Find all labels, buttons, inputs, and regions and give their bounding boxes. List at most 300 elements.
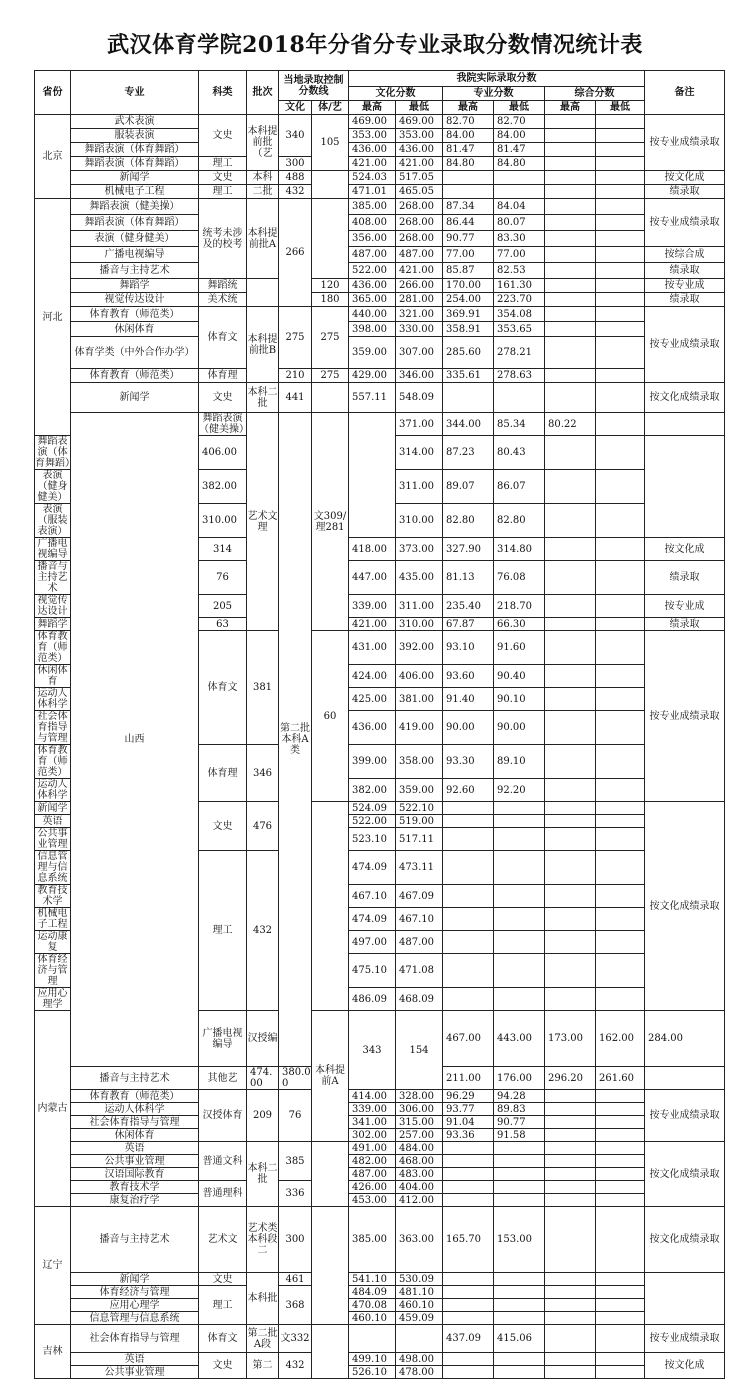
cell-combined-low <box>596 369 645 383</box>
cell-major-high <box>443 988 494 1011</box>
cell-major: 教育技术学 <box>35 885 71 908</box>
cell-major: 表演（健身健美） <box>35 470 71 504</box>
cell-major: 英语 <box>35 815 71 828</box>
cell-culture-high: 408.00 <box>349 215 396 231</box>
cell-major-low: 66.30 <box>494 618 545 631</box>
cell-major-high <box>443 1194 494 1207</box>
cell-combined-high <box>545 688 596 711</box>
cell-combined-low <box>596 1168 645 1181</box>
cell-culture-low: 268.00 <box>396 215 443 231</box>
cell-culture-high: 310.00 <box>199 504 247 538</box>
table-row <box>35 307 725 322</box>
cell-major-low: 278.63 <box>494 369 545 383</box>
cell-culture-high: 436.00 <box>349 143 396 157</box>
cell-major-high <box>443 828 494 851</box>
cell-culture-low: 522.10 <box>396 802 443 815</box>
cell-major: 运动人体科学 <box>35 688 71 711</box>
cell-combined-low <box>596 885 645 908</box>
cell-culture-line: 441 <box>279 383 312 413</box>
cell-culture-high: 499.10 <box>349 1353 396 1366</box>
cell-combined-high <box>545 436 596 470</box>
cell-culture-high: 406.00 <box>199 436 247 470</box>
header-batch: 批次 <box>247 71 279 115</box>
cell-culture-low: 483.00 <box>396 1168 443 1181</box>
cell-major: 信息管理与信息系统 <box>71 1312 199 1325</box>
table-row <box>35 115 725 129</box>
cell-combined-low <box>596 1366 645 1379</box>
cell-major-high <box>443 1353 494 1366</box>
cell-culture-line: 300 <box>279 157 312 171</box>
cell-combined-high <box>545 931 596 954</box>
cell-combined-high <box>545 851 596 885</box>
cell-culture-line: 340 <box>279 115 312 157</box>
cell-combined-high <box>545 954 596 988</box>
cell-culture-low: 346.00 <box>396 369 443 383</box>
cell-combined-low <box>596 185 645 199</box>
cell-combined-high <box>545 369 596 383</box>
cell-category: 艺术文理 <box>247 413 279 631</box>
table-row <box>35 293 725 307</box>
cell-major-high <box>443 383 494 413</box>
cell-remark: 绩录取 <box>645 561 725 595</box>
cell-combined-high <box>545 885 596 908</box>
cell-major: 舞蹈学 <box>35 618 71 631</box>
cell-culture-low: 467.10 <box>396 908 443 931</box>
cell-remark: 绩录取 <box>645 293 725 307</box>
cell-combined-low <box>596 129 645 143</box>
cell-major-low: 153.00 <box>494 1207 545 1273</box>
table-row <box>35 171 725 185</box>
cell-province: 北京 <box>35 115 71 199</box>
cell-major-low <box>494 1312 545 1325</box>
cell-major: 公共事业管理 <box>35 828 71 851</box>
cell-major: 康复治疗学 <box>71 1194 199 1207</box>
cell-category: 普通文科 <box>199 1142 247 1181</box>
cell-culture-low: 344.00 <box>443 413 494 436</box>
cell-major: 机械电子工程 <box>35 908 71 931</box>
cell-major: 社会体育指导与管理 <box>71 1325 199 1353</box>
cell-combined-low <box>596 815 645 828</box>
cell-major-low <box>494 931 545 954</box>
cell-combined-low <box>596 802 645 815</box>
cell-combined-low <box>596 1181 645 1194</box>
cell-culture-line: 368 <box>279 1286 312 1325</box>
cell-major-low: 80.43 <box>494 436 545 470</box>
cell-combined-low <box>596 711 645 745</box>
cell-major-high <box>443 1142 494 1155</box>
cell-culture-high: 484.09 <box>349 1286 396 1299</box>
cell-culture-high: 424.00 <box>349 665 396 688</box>
cell-combined-high <box>545 631 596 665</box>
cell-sport-art-line: 105 <box>312 115 349 171</box>
cell-major-low: 90.00 <box>494 711 545 745</box>
cell-major-low <box>494 885 545 908</box>
cell-batch: 本科提前批B <box>247 307 279 383</box>
cell-culture-high: 440.00 <box>349 307 396 322</box>
cell-major-high <box>443 1168 494 1181</box>
cell-combined-low <box>596 337 645 369</box>
cell-remark: 按专业成绩录取 <box>645 1090 725 1142</box>
cell-combined-low <box>596 115 645 129</box>
cell-batch: 本科 <box>247 171 279 185</box>
cell-culture-low: 468.09 <box>396 988 443 1011</box>
cell-category: 理工 <box>199 1286 247 1325</box>
cell-major-high: 84.00 <box>443 129 494 143</box>
table-row <box>35 1366 725 1379</box>
cell-combined-low <box>645 413 725 436</box>
table-row <box>35 199 725 215</box>
cell-culture-low: 321.00 <box>396 307 443 322</box>
cell-batch: 第二批本科A类 <box>279 413 312 1067</box>
cell-major: 武术表演 <box>71 115 199 129</box>
cell-category: 舞蹈统 <box>199 279 247 293</box>
cell-combined-high <box>545 129 596 143</box>
table-row <box>35 1299 725 1312</box>
cell-category: 文史 <box>199 383 247 413</box>
cell-major-low <box>494 1194 545 1207</box>
cell-combined-low <box>596 1116 645 1129</box>
cell-combined-high <box>545 157 596 171</box>
cell-major-high <box>443 1312 494 1325</box>
cell-combined-high <box>545 1168 596 1181</box>
cell-major-low <box>494 908 545 931</box>
cell-culture-line: 文309/理281 <box>312 413 349 631</box>
cell-combined-low <box>596 307 645 322</box>
cell-major: 广播电视编导 <box>35 538 71 561</box>
cell-culture-line: 300 <box>279 1207 312 1273</box>
cell-major: 视觉传达设计 <box>71 293 199 307</box>
cell-remark: 按专业成 <box>645 279 725 293</box>
cell-major: 新闻学 <box>35 802 71 815</box>
cell-major: 体育教育（师范类） <box>71 369 199 383</box>
cell-culture-high: 467.10 <box>349 885 396 908</box>
cell-major: 信息管理与信息系统 <box>35 851 71 885</box>
cell-culture-low: 443.00 <box>494 1011 545 1067</box>
cell-combined-low <box>596 143 645 157</box>
cell-major-high: 93.60 <box>443 665 494 688</box>
cell-combined-high <box>545 1325 596 1353</box>
cell-culture-low: 315.00 <box>396 1116 443 1129</box>
cell-culture-line: 476 <box>247 802 279 851</box>
cell-combined-low <box>596 1194 645 1207</box>
cell-major-high <box>443 1155 494 1168</box>
cell-major-high <box>443 1299 494 1312</box>
cell-major-high: 369.91 <box>443 307 494 322</box>
cell-culture-low: 266.00 <box>396 279 443 293</box>
cell-culture-low: 459.09 <box>396 1312 443 1325</box>
cell-category: 艺术文 <box>199 1207 247 1273</box>
cell-combined-high <box>545 1286 596 1299</box>
cell-combined-high <box>545 1116 596 1129</box>
cell-major: 体育学类（中外合作办学） <box>71 337 199 369</box>
cell-major: 播音与主持艺术 <box>35 561 71 595</box>
cell-major: 舞蹈学 <box>71 279 199 293</box>
cell-major: 体育教育（师范类） <box>35 745 71 779</box>
cell-culture-high: 453.00 <box>349 1194 396 1207</box>
cell-major-low: 82.80 <box>494 504 545 538</box>
cell-major-high: 85.87 <box>443 263 494 279</box>
cell-major-low <box>494 185 545 199</box>
cell-major-high: 86.44 <box>443 215 494 231</box>
cell-combined-low <box>596 954 645 988</box>
table-row <box>35 215 725 231</box>
cell-sport-art-line <box>312 1142 349 1207</box>
cell-combined-low <box>596 263 645 279</box>
cell-culture-low: 380.00 <box>279 1067 312 1090</box>
cell-combined-high <box>545 1273 596 1286</box>
table-row <box>35 322 725 337</box>
cell-culture-low: 359.00 <box>396 779 443 802</box>
cell-major: 运动人体科学 <box>35 779 71 802</box>
cell-major: 广播电视编导 <box>199 1011 247 1067</box>
cell-combined-low <box>596 383 645 413</box>
cell-culture-low: 307.00 <box>396 337 443 369</box>
header-major-high: 最高 <box>443 101 494 115</box>
cell-major-low: 84.04 <box>494 199 545 215</box>
cell-combined-low <box>596 631 645 665</box>
cell-remark: 按专业成绩录取 <box>645 115 725 171</box>
cell-culture-low: 473.11 <box>396 851 443 885</box>
cell-combined-low <box>596 293 645 307</box>
table-row <box>35 1194 725 1207</box>
cell-major-low: 80.22 <box>545 413 596 436</box>
cell-major: 舞蹈表演（体育舞蹈） <box>71 143 199 157</box>
cell-major-low <box>494 171 545 185</box>
table-row <box>35 1325 725 1353</box>
cell-major-low <box>494 1299 545 1312</box>
cell-sport-art-line <box>312 802 349 1011</box>
cell-culture-high: 474.09 <box>349 908 396 931</box>
cell-culture-high: 487.00 <box>349 1168 396 1181</box>
cell-remark: 按文化成绩录取 <box>645 1142 725 1207</box>
cell-culture-low: 467.09 <box>396 885 443 908</box>
cell-major-high: 84.80 <box>443 157 494 171</box>
cell-major: 公共事业管理 <box>71 1155 199 1168</box>
cell-major-low: 81.47 <box>494 143 545 157</box>
cell-combined-high <box>545 1353 596 1366</box>
cell-major: 舞蹈表演（体育舞蹈） <box>71 215 199 231</box>
cell-major-high: 91.04 <box>443 1116 494 1129</box>
cell-major: 休闲体育 <box>71 1129 199 1142</box>
cell-culture-low: 419.00 <box>396 711 443 745</box>
cell-culture-high: 382.00 <box>349 779 396 802</box>
cell-combined-low <box>596 1142 645 1155</box>
cell-major-high: 92.60 <box>443 779 494 802</box>
cell-major-high: 77.00 <box>443 247 494 263</box>
cell-combined-low <box>596 851 645 885</box>
score-table <box>34 70 725 1379</box>
cell-major: 公共事业管理 <box>71 1366 199 1379</box>
cell-culture-line: 275 <box>279 307 312 369</box>
cell-combined-high <box>545 1090 596 1103</box>
cell-major: 播音与主持艺术 <box>71 1207 199 1273</box>
cell-culture-high: 522.00 <box>349 263 396 279</box>
cell-culture-low: 404.00 <box>396 1181 443 1194</box>
cell-combined-high <box>545 815 596 828</box>
cell-major-low: 77.00 <box>494 247 545 263</box>
cell-major-low: 84.00 <box>494 129 545 143</box>
cell-batch: 第二 <box>247 1353 279 1379</box>
cell-major-low <box>494 1353 545 1366</box>
table-row <box>35 1090 725 1103</box>
cell-combined-high <box>545 561 596 595</box>
table-row <box>35 1312 725 1325</box>
cell-major-low: 415.06 <box>494 1325 545 1353</box>
cell-category: 体育文 <box>199 1325 247 1353</box>
cell-culture-low: 548.09 <box>396 383 443 413</box>
cell-culture-high: 425.00 <box>349 688 396 711</box>
cell-culture-low: 353.00 <box>396 129 443 143</box>
cell-culture-low: 478.00 <box>396 1366 443 1379</box>
cell-culture-low: 268.00 <box>396 231 443 247</box>
header-culture-line: 文化 <box>279 101 312 115</box>
cell-major-high <box>443 1366 494 1379</box>
cell-culture-low: 392.00 <box>396 631 443 665</box>
cell-culture-line: 461 <box>279 1273 312 1286</box>
table-row <box>35 1103 725 1116</box>
cell-major-low: 76.08 <box>494 561 545 595</box>
cell-culture-high: 353.00 <box>349 129 396 143</box>
table-row <box>35 1273 725 1286</box>
cell-major-low: 223.70 <box>494 293 545 307</box>
cell-combined-low <box>596 1312 645 1325</box>
cell-category: 文史 <box>199 802 247 851</box>
header-combined-low: 最低 <box>596 101 645 115</box>
cell-combined-high <box>545 293 596 307</box>
cell-major-low: 89.10 <box>494 745 545 779</box>
cell-culture-high: 414.00 <box>349 1090 396 1103</box>
cell-major-high <box>443 1273 494 1286</box>
cell-major-low <box>494 1155 545 1168</box>
document-title: 武汉体育学院2018年分省分专业录取分数情况统计表 <box>107 32 643 58</box>
cell-major-high <box>443 954 494 988</box>
cell-category: 体育理 <box>199 369 247 383</box>
cell-culture-low: 281.00 <box>396 293 443 307</box>
cell-major-low <box>494 828 545 851</box>
cell-culture-high: 418.00 <box>349 538 396 561</box>
cell-culture-line: 343 <box>349 1011 396 1090</box>
cell-combined-high <box>545 988 596 1011</box>
header-remark: 备注 <box>645 71 725 115</box>
cell-remark: 按文化成 <box>645 171 725 185</box>
table-row <box>35 185 725 199</box>
cell-category: 文史 <box>199 171 247 185</box>
cell-culture-low: 406.00 <box>396 665 443 688</box>
cell-combined-high <box>545 231 596 247</box>
cell-remark: 绩录取 <box>645 618 725 631</box>
header-combined-high: 最高 <box>545 101 596 115</box>
cell-combined-low <box>596 1286 645 1299</box>
cell-culture-high: 447.00 <box>349 561 396 595</box>
cell-culture-high: 470.08 <box>349 1299 396 1312</box>
cell-combined-high <box>545 215 596 231</box>
cell-major-high: 67.87 <box>443 618 494 631</box>
cell-combined-high <box>545 307 596 322</box>
cell-culture-high: 431.00 <box>349 631 396 665</box>
cell-major: 休闲体育 <box>71 322 199 337</box>
header-sport-art-line: 体/艺 <box>312 101 349 115</box>
cell-combined-low <box>596 1299 645 1312</box>
cell-major-low <box>494 815 545 828</box>
cell-major-high: 82.70 <box>443 115 494 129</box>
cell-culture-low: 358.00 <box>396 745 443 779</box>
cell-combined-high: 284.00 <box>645 1011 725 1067</box>
cell-culture-low: 314.00 <box>396 436 443 470</box>
cell-major-high <box>443 171 494 185</box>
cell-province: 河北 <box>35 199 71 436</box>
cell-combined-low <box>596 1207 645 1273</box>
cell-sport-art-line: 205 <box>199 595 247 618</box>
cell-culture-high: 467.00 <box>443 1011 494 1067</box>
cell-major-low <box>494 954 545 988</box>
cell-combined-high <box>545 745 596 779</box>
cell-combined-high: 296.20 <box>545 1067 596 1090</box>
cell-major: 汉语国际教育 <box>71 1168 199 1181</box>
cell-culture-line: 346 <box>247 745 279 802</box>
cell-combined-high <box>545 1181 596 1194</box>
cell-combined-high <box>545 470 596 504</box>
cell-combined-low <box>596 988 645 1011</box>
cell-culture-high: 524.09 <box>349 802 396 815</box>
cell-culture-line: 209 <box>247 1090 279 1142</box>
cell-combined-low <box>596 436 645 470</box>
header-major-score: 专业分数 <box>443 87 545 101</box>
cell-combined-high <box>545 1103 596 1116</box>
cell-combined-high <box>545 383 596 413</box>
cell-major-low <box>494 1168 545 1181</box>
cell-culture-low: 257.00 <box>396 1129 443 1142</box>
cell-culture-line: 381 <box>247 631 279 745</box>
cell-sport-art-line: 63 <box>199 618 247 631</box>
cell-major: 机械电子工程 <box>71 185 199 199</box>
cell-major-high: 82.80 <box>443 504 494 538</box>
cell-combined-low <box>596 231 645 247</box>
cell-major-low: 84.80 <box>494 157 545 171</box>
cell-major-low: 90.10 <box>494 688 545 711</box>
cell-culture-low: 465.05 <box>396 185 443 199</box>
cell-major-low <box>494 1366 545 1379</box>
header-combined-score: 综合分数 <box>545 87 645 101</box>
cell-major: 社会体育指导与管理 <box>35 711 71 745</box>
cell-sport-art-line: 275 <box>312 307 349 369</box>
cell-major-high <box>443 885 494 908</box>
cell-sport-art-line <box>312 171 349 199</box>
cell-culture-high: 371.00 <box>396 413 443 436</box>
cell-major: 舞蹈表演（健美操） <box>71 199 199 215</box>
cell-major-high <box>443 908 494 931</box>
cell-combined-low <box>596 1129 645 1142</box>
cell-major-high <box>443 815 494 828</box>
cell-remark: 按文化成 <box>645 1353 725 1379</box>
cell-major-low: 91.58 <box>494 1129 545 1142</box>
cell-culture-low: 460.10 <box>396 1299 443 1312</box>
cell-major-low: 90.77 <box>494 1116 545 1129</box>
cell-combined-high <box>545 779 596 802</box>
cell-major-low <box>494 383 545 413</box>
cell-batch: 本科提前批A <box>247 199 279 279</box>
cell-culture-high: 429.00 <box>349 369 396 383</box>
cell-culture-high: 356.00 <box>349 231 396 247</box>
cell-combined-high <box>545 595 596 618</box>
cell-culture-high: 399.00 <box>349 745 396 779</box>
cell-batch: 本科提前批（艺 <box>247 115 279 171</box>
cell-category: 统考未涉及的校考 <box>199 199 247 279</box>
cell-culture-low: 311.00 <box>396 595 443 618</box>
cell-combined-high <box>545 337 596 369</box>
cell-combined-low <box>596 247 645 263</box>
cell-culture-high: 385.00 <box>349 1207 396 1273</box>
cell-major-low: 314.80 <box>494 538 545 561</box>
